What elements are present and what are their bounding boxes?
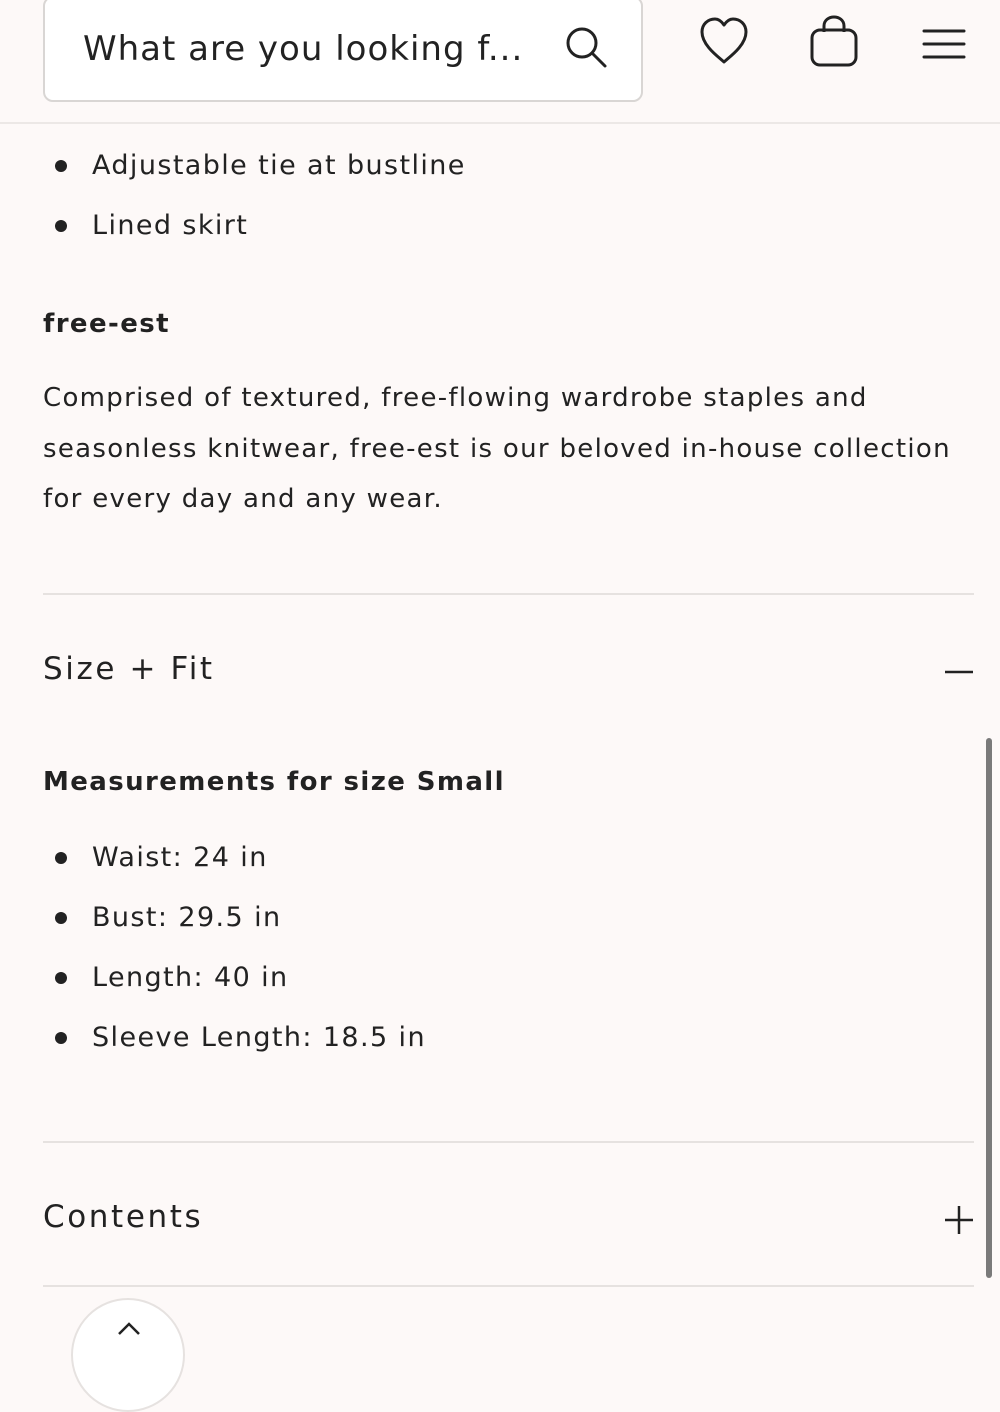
heart-icon[interactable]	[696, 14, 752, 70]
list-item: Waist: 24 in	[43, 840, 426, 900]
search-box[interactable]	[43, 0, 643, 102]
list-item: Lined skirt	[43, 208, 466, 268]
site-header	[0, 0, 1000, 124]
measurements-list	[43, 840, 426, 1080]
collection-description: Comprised of textured, free-flowing wardrobe staples and seasonless knitwear, free-est is our beloved in-house collection for every day and any wear.	[43, 383, 951, 514]
contents-label: Contents	[43, 1199, 204, 1235]
search-icon[interactable]	[563, 24, 609, 70]
collection-title: free-est	[43, 309, 170, 339]
list-item: Sleeve Length: 18.5 in	[43, 1020, 426, 1080]
divider	[43, 1285, 974, 1287]
scrollbar[interactable]	[986, 738, 992, 1278]
features-list	[43, 148, 466, 268]
size-fit-label: Size + Fit	[43, 651, 215, 687]
search-input[interactable]	[83, 24, 553, 74]
plus-icon[interactable]	[944, 1205, 974, 1235]
back-to-top-button[interactable]	[71, 1298, 185, 1412]
shopping-bag-icon[interactable]	[806, 14, 862, 70]
divider	[43, 593, 974, 595]
list-item: Bust: 29.5 in	[43, 900, 426, 960]
contents-accordion-header[interactable]	[43, 1191, 974, 1251]
measurements-title: Measurements for size Small	[43, 767, 505, 797]
list-item: Length: 40 in	[43, 960, 426, 1020]
list-item: Adjustable tie at bustline	[43, 148, 466, 208]
divider	[43, 1141, 974, 1143]
minus-icon[interactable]	[944, 657, 974, 687]
chevron-up-icon	[117, 1322, 141, 1336]
size-fit-accordion-header[interactable]	[43, 643, 974, 703]
hamburger-menu-icon[interactable]	[916, 14, 972, 70]
